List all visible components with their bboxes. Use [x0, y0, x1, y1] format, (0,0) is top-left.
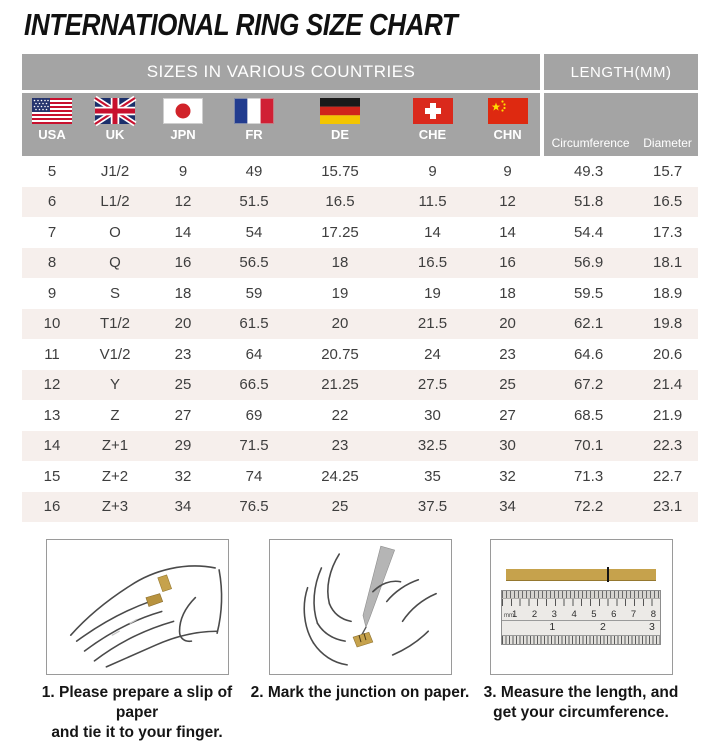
size-cell: 54.4 — [573, 223, 604, 241]
table-row — [22, 461, 698, 492]
size-cell: 10 — [43, 315, 61, 333]
size-cell: 9 — [47, 284, 57, 302]
hand-line-art-icon — [47, 540, 228, 674]
group-header-row — [22, 54, 698, 93]
table-row — [22, 156, 698, 187]
size-cell: 20 — [174, 315, 192, 333]
size-cell: 30 — [424, 406, 441, 424]
size-cell: 20 — [499, 315, 516, 333]
country-code-label: JPN — [170, 127, 196, 142]
size-cell: 59 — [245, 284, 263, 302]
column-header-uk — [82, 93, 148, 156]
size-cell: 18 — [499, 284, 516, 302]
size-cell: 16 — [499, 254, 516, 272]
size-cell: 9 — [503, 162, 512, 180]
step-caption-3 — [466, 683, 696, 723]
pen-marking-line-art-icon — [270, 540, 451, 674]
column-header-che — [390, 93, 475, 156]
size-cell: 17.25 — [321, 223, 359, 241]
caption-line: 1. Please prepare a slip of paper — [41, 684, 233, 721]
country-code-label: USA — [38, 127, 66, 142]
size-cell: 11 — [44, 345, 60, 363]
size-cell: 59.5 — [573, 284, 604, 302]
table-row — [22, 400, 698, 431]
size-cell: 21.9 — [652, 406, 683, 424]
size-cell: 32 — [174, 467, 192, 485]
jpn-flag-icon — [163, 98, 203, 124]
che-flag-icon — [413, 98, 453, 124]
size-cell: 51.5 — [239, 193, 269, 211]
size-cell: 35 — [424, 467, 441, 485]
size-cell: 19 — [424, 284, 441, 302]
step-2 — [245, 539, 475, 703]
size-cell: 71.3 — [573, 467, 604, 485]
size-cell: 16.5 — [652, 193, 683, 211]
step-3 — [466, 539, 696, 723]
ruler-number: 3 — [551, 609, 557, 620]
column-header-fr — [218, 93, 290, 156]
size-cell: 15.75 — [321, 162, 359, 180]
size-cell: 6 — [47, 193, 57, 211]
ruler-number: 7 — [630, 609, 637, 620]
size-cell: 18.9 — [652, 284, 683, 302]
ruler-unit-label: mm — [504, 613, 514, 619]
column-header-de — [290, 93, 390, 156]
column-header-circumference: Circumference — [540, 93, 637, 156]
marking-junction-illustration — [269, 539, 452, 675]
column-header-chn — [475, 93, 540, 156]
size-cell: 22 — [331, 406, 349, 424]
group-header-length: LENGTH(MM) — [540, 54, 698, 93]
size-cell: 56.9 — [573, 254, 604, 272]
size-cell: 72.2 — [573, 498, 604, 516]
ruler-number: 1 — [512, 609, 518, 620]
size-cell: 49.3 — [573, 162, 604, 180]
caption-line: 3. Measure the length, and — [483, 684, 679, 701]
size-cell: 18 — [331, 254, 349, 272]
size-cell: 17.3 — [652, 223, 683, 241]
ruler-cm-scale — [502, 599, 660, 621]
ruler-measuring-illustration — [490, 539, 673, 675]
size-cell: 23 — [174, 345, 192, 363]
size-cell: 69 — [245, 406, 263, 424]
caption-line: 2. Mark the junction on paper. — [250, 684, 470, 701]
size-cell: 32.5 — [417, 437, 448, 455]
size-cell: 13 — [43, 406, 61, 424]
fr-flag-icon — [234, 98, 274, 124]
size-cell: Z+2 — [101, 467, 129, 485]
column-header-diameter: Diameter — [637, 93, 698, 156]
size-cell: L1/2 — [100, 193, 130, 211]
size-cell: 37.5 — [417, 498, 448, 516]
size-cell: 22.7 — [652, 467, 683, 485]
ruler-cm-numbers — [512, 609, 656, 620]
ruler-top-serration — [502, 591, 660, 599]
size-cell: 62.1 — [573, 315, 604, 333]
table-row — [22, 248, 698, 279]
size-cell: 34 — [174, 498, 192, 516]
step-1 — [22, 539, 252, 742]
column-header-jpn — [148, 93, 218, 156]
size-cell: 27.5 — [417, 376, 448, 394]
size-cell: 19 — [331, 284, 349, 302]
flags-row — [22, 93, 698, 156]
uk-flag-icon — [95, 98, 135, 124]
size-cell: Z — [110, 406, 120, 424]
size-cell: 34 — [499, 498, 516, 516]
size-cell: 68.5 — [573, 406, 604, 424]
size-cell: 70.1 — [573, 437, 604, 455]
size-cell: O — [109, 223, 121, 241]
size-cell: 51.8 — [573, 193, 604, 211]
ruler-number: 2 — [599, 621, 606, 633]
size-cell: 49 — [245, 162, 263, 180]
ruler-number: 3 — [648, 621, 655, 633]
ruler-number: 8 — [650, 609, 656, 620]
ruler-inch-numbers — [502, 621, 660, 636]
size-cell: 18.1 — [652, 254, 683, 272]
ruler-number: 2 — [531, 609, 538, 620]
size-cell: 16.5 — [325, 193, 355, 211]
size-cell: 27 — [174, 406, 192, 424]
size-cell: 23.1 — [652, 498, 683, 516]
size-cell: 15 — [43, 467, 61, 485]
ruler-number: 6 — [611, 609, 617, 620]
size-cell: 14 — [424, 223, 441, 241]
size-cell: 64.6 — [573, 345, 604, 363]
size-cell: 22.3 — [652, 437, 683, 455]
ruler-number: 5 — [591, 609, 597, 620]
ruler-number: 1 — [549, 621, 556, 633]
caption-line: get your circumference. — [493, 703, 669, 721]
size-cell: Q — [109, 254, 121, 272]
size-cell: 9 — [178, 162, 188, 180]
step-caption-2 — [245, 683, 475, 703]
size-cell: 66.5 — [239, 376, 269, 394]
size-cell: Z+3 — [101, 498, 129, 516]
page-title: INTERNATIONAL RING SIZE CHART — [24, 7, 458, 42]
size-cell: 16 — [43, 498, 61, 516]
country-code-label: CHN — [493, 127, 522, 142]
size-cell: T1/2 — [99, 315, 130, 333]
size-cell: 23 — [331, 437, 349, 455]
table-row — [22, 431, 698, 462]
size-cell: Z+1 — [101, 437, 129, 455]
table-row — [22, 187, 698, 218]
size-cell: 56.5 — [239, 254, 269, 272]
size-cell: 23 — [499, 345, 516, 363]
size-cell: 30 — [499, 437, 516, 455]
table-row — [22, 278, 698, 309]
size-cell: 27 — [499, 406, 516, 424]
size-cell: S — [109, 284, 120, 302]
size-cell: 25 — [499, 376, 516, 394]
size-cell: 76.5 — [239, 498, 269, 516]
size-cell: 11.5 — [418, 193, 447, 211]
size-cell: 12 — [43, 376, 61, 394]
hand-with-paper-illustration — [46, 539, 229, 675]
size-cell: 12 — [499, 193, 516, 211]
group-header-countries: SIZES IN VARIOUS COUNTRIES — [22, 54, 540, 93]
size-cell: 21.25 — [321, 376, 359, 394]
column-header-usa — [22, 93, 82, 156]
table-row — [22, 309, 698, 340]
size-cell: 67.2 — [573, 376, 604, 394]
size-cell: 29 — [174, 437, 192, 455]
size-cell: 20.6 — [652, 345, 683, 363]
size-cell: 64 — [245, 345, 263, 363]
size-cell: 20.75 — [321, 345, 359, 363]
size-cell: 5 — [47, 162, 57, 180]
instruction-steps — [0, 539, 720, 741]
size-cell: 24 — [424, 345, 441, 363]
size-cell: 24.25 — [321, 467, 359, 485]
size-cell: 25 — [331, 498, 349, 516]
size-cell: Y — [109, 376, 120, 394]
size-cell: 9 — [428, 162, 437, 180]
size-cell: 54 — [245, 223, 263, 241]
size-cell: 21.4 — [652, 376, 683, 394]
size-cell: 20 — [331, 315, 349, 333]
size-cell: 14 — [499, 223, 516, 241]
size-cell: 15.7 — [652, 162, 683, 180]
size-cell: 71.5 — [239, 437, 269, 455]
table-body — [22, 156, 698, 522]
country-code-label: DE — [330, 127, 350, 142]
table-row — [22, 339, 698, 370]
strip-mark — [607, 567, 609, 582]
country-code-label: FR — [245, 127, 263, 142]
ruler-bottom-serration — [502, 636, 660, 644]
size-cell: 14 — [174, 223, 192, 241]
chn-flag-icon — [488, 98, 528, 124]
de-flag-icon — [320, 98, 360, 124]
size-cell: 8 — [47, 254, 57, 272]
size-cell: 16.5 — [417, 254, 448, 272]
table-row — [22, 492, 698, 523]
table-row — [22, 217, 698, 248]
size-cell: 74 — [245, 467, 263, 485]
size-cell: 7 — [47, 223, 57, 241]
size-cell: V1/2 — [99, 345, 131, 363]
table-row — [22, 370, 698, 401]
size-cell: 14 — [43, 437, 61, 455]
size-cell: 12 — [174, 193, 192, 211]
usa-flag-icon — [32, 98, 72, 124]
size-cell: 21.5 — [417, 315, 448, 333]
size-cell: 19.8 — [652, 315, 683, 333]
size-cell: 18 — [174, 284, 192, 302]
size-cell: 32 — [499, 467, 516, 485]
ring-size-table — [22, 54, 698, 522]
size-cell: J1/2 — [100, 162, 130, 180]
ruler-icon — [501, 590, 661, 645]
country-code-label: UK — [105, 127, 125, 142]
caption-line: and tie it to your finger. — [51, 723, 223, 741]
step-caption-1 — [22, 683, 252, 742]
size-cell: 25 — [174, 376, 192, 394]
country-code-label: CHE — [418, 127, 447, 142]
size-cell: 16 — [174, 254, 192, 272]
ruler-number: 4 — [571, 609, 577, 620]
size-cell: 61.5 — [239, 315, 269, 333]
paper-strip-icon — [506, 569, 656, 581]
